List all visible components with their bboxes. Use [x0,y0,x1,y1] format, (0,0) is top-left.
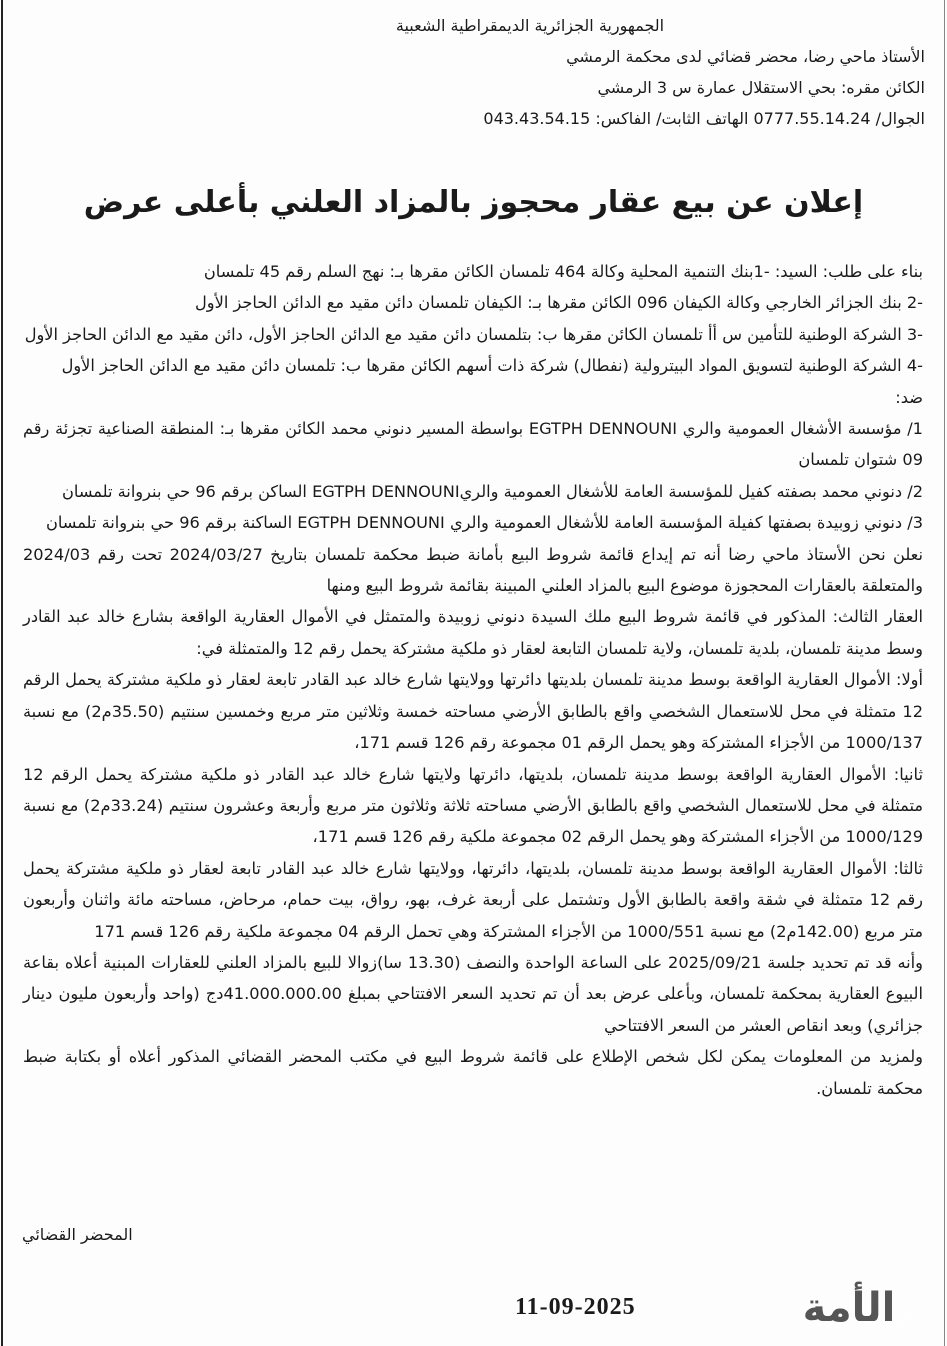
republic-line: الجمهورية الجزائرية الديمقراطية الشعبية [395,16,665,35]
requester-2: -2 بنك الجزائر الخارجي وكالة الكيفان 096 الكائن مقرها بـ: الكيفان تلمسان دائن مقيد مع الدائن الحاجز الأول [195,293,923,313]
announcement-body [23,256,923,1104]
requester-1: بناء على طلب: السيد: -1بنك التنمية المحلية وكالة 464 تلمسان الكائن مقرها بـ: نهج السلم رقم 45 تلمسان [203,262,923,281]
bailiff-header [285,10,925,134]
property-second: ثانيا: الأموال العقارية الواقعة بوسط مدينة تلمسان، بلديتها، دائرتها ولايتها شارع خالد عبد القادر ذو ملكية مشتركة يحمل الرقم 12 متمثلة في محل للاستعمال الشخصي واقع بالطابق الأرضي مساحته ثلاثة وثلاثون متر مربع وأربعة وعشرون سنتيم (33.24م2) مع نسبة 1000/129 من الأجزاء المشتركة وهو يحمل الرقم 02 مجموعة ملكية رقم 126 قسم 171، [23,764,923,847]
property-third: ثالثا: الأموال العقارية الواقعة بوسط مدينة تلمسان، بلديتها، دائرتها، وولايتها شارع خالد عبد القادر تابعة لعقار ذو ملكية مشتركة يحمل رقم 12 متمثلة في شقة واقعة بالطابق الأول وتشتمل على أربعة غرف، بهو، رواق، بيت حمام، مرحاض، مساحته مائة واثنان وأربعون متر مربع (142.00م2) مع نسبة 1000/551 من الأجزاء المشتركة وهي تحمل الرقم 04 مجموعة ملكية رقم 126 قسم 171 [23,858,924,941]
bailiff-name: الأستاذ ماحي رضا، محضر قضائي لدى محكمة الرمشي [566,47,925,66]
publication-date: 11-09-2025 [515,1294,636,1320]
bailiff-signature: المحضر القضائي [22,1225,133,1244]
requester-4: -4 الشركة الوطنية لتسويق المواد البيترولية (نفطال) شركة ذات أسهم الكائن مقرها ب: تلمسان دائن مقيد مع الدائن الحاجز الأول [61,356,923,376]
against-label: ضد: [895,387,923,407]
requester-3: -3 الشركة الوطنية للتأمين س أأ تلمسان الكائن مقرها ب: بتلمسان دائن مقيد مع الدائن الحاجز الأول، دائن مقيد مع الدائن الحاجز الأول [24,324,923,344]
third-property: العقار الثالث: المذكور في قائمة شروط البيع ملك السيدة دنوني زوبيدة والمتمثل في الأموال العقارية الواقعة بشارع خالد عبد القادر وسط مدينة تلمسان، بلدية تلمسان، ولاية تلمسان التابعة لعقار ذو ملكية مشتركة يحمل رقم 12 والمتمثلة في: [23,607,923,658]
property-first: أولا: الأموال العقارية الواقعة بوسط مدينة تلمسان بلديتها دائرتها وولايتها شارع خالد عبد القادر تابعة لعقار ذو ملكية مشتركة يحمل الرقم 12 متمثلة في محل للاستعمال الشخصي واقع بالطابق الأرضي مساحته خمسة وثلاثين متر مربع وخمسين سنتيم (35.50م2) مع نسبة 1000/137 من الأجزاء المشتركة وهو يحمل الرقم 01 مجموعة رقم 126 قسم 171، [23,670,923,753]
debtor-3: 3/ دنوني زوبيدة بصفتها كفيلة المؤسسة العامة للأشغال العمومية والري EGTPH DENNOUNI الساكنة برقم 96 حي بنروانة تلمسان [45,513,923,533]
newspaper-logo: الأمة [783,1282,915,1334]
announcement-title: إعلان عن بيع عقار محجوز بالمزاد العلني بأعلى عرض [83,185,864,220]
contact-numbers: الجوال/ 0777.55.14.24 الهاتف الثابت/ الفاكس: 043.43.54.15 [483,109,925,128]
office-address: الكائن مقره: بحي الاستقلال عمارة س 3 الرمشي [597,78,925,97]
debtor-1: 1/ مؤسسة الأشغال العمومية والري EGTPH DENNOUNI بواسطة المسير دنوني محمد الكائن مقرها بـ: المنطقة الصناعية تجزئة رقم 09 شتوان تلمسان [23,419,923,470]
more-info: ولمزيد من المعلومات يمكن لكل شخص الإطلاع على قائمة شروط البيع في مكتب المحضر القضائي المذكور أعلاه أو بكتابة ضبط محكمة تلمسان. [23,1047,923,1098]
auction-session: وأنه قد تم تحديد جلسة 2025/09/21 على الساعة الواحدة والنصف (13.30 سا)زوالا للبيع بالمزاد العلني للعقارات المبنية أعلاه بقاعة البيوع العقارية بمحكمة تلمسان، وبأعلى عرض بعد أن تم تحديد السعر الافتتاحي بمبلغ 41.000.000.00دج (واحد وأربعون مليون دينار جزائري) وبعد انقاص العشر من السعر الافتتاحي [23,952,923,1035]
debtor-2: 2/ دنوني محمد بصفته كفيل للمؤسسة العامة للأشغال العمومية والريEGTPH DENNOUNI الساكن برقم 96 حي بنروانة تلمسان [62,481,923,501]
deposit-notice: نعلن نحن الأستاذ ماحي رضا أنه تم إيداع قائمة شروط البيع بأمانة ضبط محكمة تلمسان بتاريخ 2024/03/27 تحت رقم 2024/03 والمتعلقة بالعقارات المحجوزة موضوع البيع بالمزاد العلني المبينة بقائمة شروط البيع ومنها [23,544,923,596]
